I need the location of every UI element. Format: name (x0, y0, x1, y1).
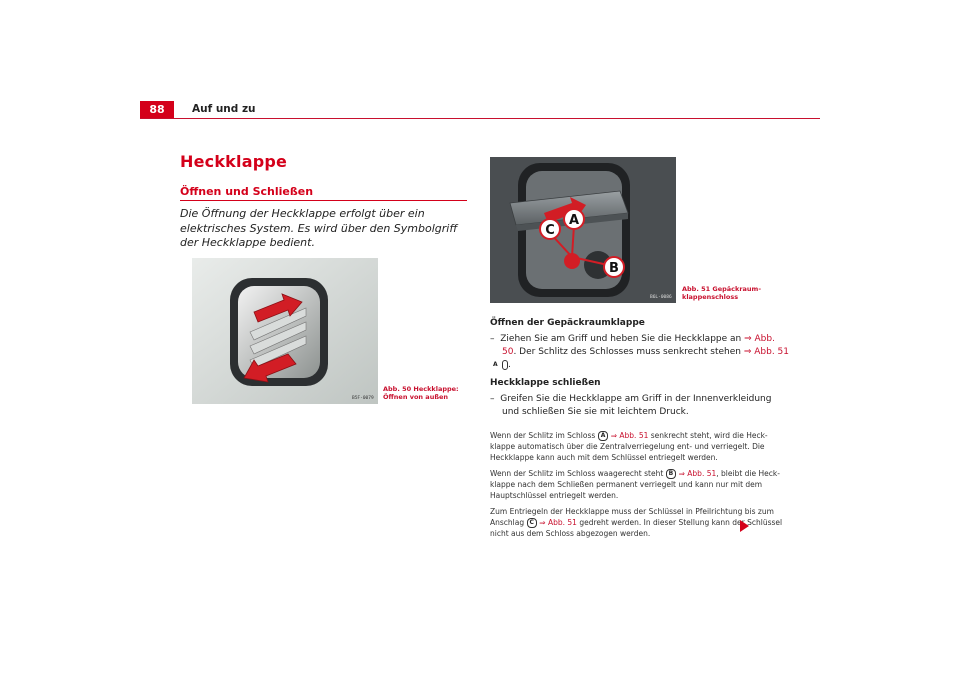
note1-badge: A (598, 431, 609, 441)
note1-ref[interactable]: ⇒ Abb. 51 (610, 431, 649, 440)
note3-badge: C (527, 518, 537, 528)
open-text-1: Ziehen Sie am Griff und heben Sie die Heckklappe an (500, 334, 745, 344)
callout-a: A (568, 213, 580, 228)
figure-51-caption-line2: klappenschloss (682, 293, 739, 301)
close-instruction (490, 393, 790, 419)
open-heading: Öffnen der Gepäckraumklappe (490, 318, 645, 328)
tailgate-handle-illustration (192, 258, 378, 404)
figure-51-caption (682, 285, 761, 301)
note2-text-b: , bleibt die Heckklappe nach dem Schließen permanent verriegelt und kann nur mit dem Hauptschlüssel entriegelt werden. (490, 469, 780, 500)
close-text: Greifen Sie die Heckklappe am Griff in der Innenverkleidung und schließen Sie sie mit leichtem Druck. (500, 394, 772, 417)
intro-text: Die Öffnung der Heckklappe erfolgt über ein elektrisches System. Es wird über den Symbolgriff der Heckklappe bedient. (180, 207, 458, 249)
open-text-2: . Der Schlitz des Schlosses muss senkrecht stehen (513, 347, 744, 357)
callout-b: B (609, 261, 619, 276)
open-instruction (490, 333, 790, 372)
figure-51-caption-line1: Abb. 51 Gepäckraum- (682, 285, 762, 293)
close-heading: Heckklappe schließen (490, 378, 601, 388)
open-ref-fig50[interactable]: ⇒ Abb. 50 (502, 334, 775, 357)
page-number: 88 (149, 103, 165, 116)
header-rule (140, 118, 820, 119)
section-title: Heckklappe (180, 152, 288, 171)
close-dash: – (490, 394, 495, 404)
figure-50-caption-line2: Öffnen von außen (383, 393, 449, 401)
triangle-right-icon[interactable] (740, 520, 749, 532)
open-ref-fig51[interactable]: ⇒ Abb. 51 (743, 347, 789, 357)
figure-50-code: B5F-0079 (352, 396, 374, 401)
figure-50-caption (383, 385, 459, 401)
note-paragraph-2 (490, 468, 790, 501)
note2-text-a: Wenn der Schlitz im Schloss waagerecht steht (490, 469, 666, 478)
sub-title-rule (180, 200, 467, 201)
note3-ref[interactable]: ⇒ Abb. 51 (539, 518, 577, 527)
note1-text-a: Wenn der Schlitz im Schloss (490, 431, 598, 440)
note3-text-a: Zum Entriegeln der Heckklappe muss der Schlüssel in Pfeilrichtung bis zum Anschlag (490, 507, 774, 527)
lock-illustration (490, 157, 676, 303)
header-title: Auf und zu (192, 103, 256, 115)
note3-text-b: gedreht werden. In dieser Stellung kann der Schlüssel nicht aus dem Schloss abgezogen werden. (490, 518, 783, 538)
figure-51-image (490, 157, 676, 303)
open-badge-a: A (502, 360, 508, 370)
figure-50-image (192, 258, 378, 404)
right-column (490, 318, 790, 544)
figure-50-caption-line1: Abb. 50 Heckklappe: (383, 385, 459, 393)
figure-51-code: B6L-0086 (650, 295, 672, 300)
sub-title: Öffnen und Schließen (180, 185, 314, 198)
note1-text-b: senkrecht steht, wird die Heckklappe automatisch über die Zentralverriegelung ent- und verriegelt. Die Heckklappe kann auch mit dem Schlüssel entriegelt werden. (490, 431, 768, 462)
open-dash: – (490, 334, 495, 344)
open-end: . (508, 360, 511, 370)
note2-badge: B (666, 469, 677, 479)
note-paragraph-1 (490, 430, 790, 463)
note2-ref[interactable]: ⇒ Abb. 51 (678, 469, 717, 478)
callout-c: C (545, 223, 555, 238)
